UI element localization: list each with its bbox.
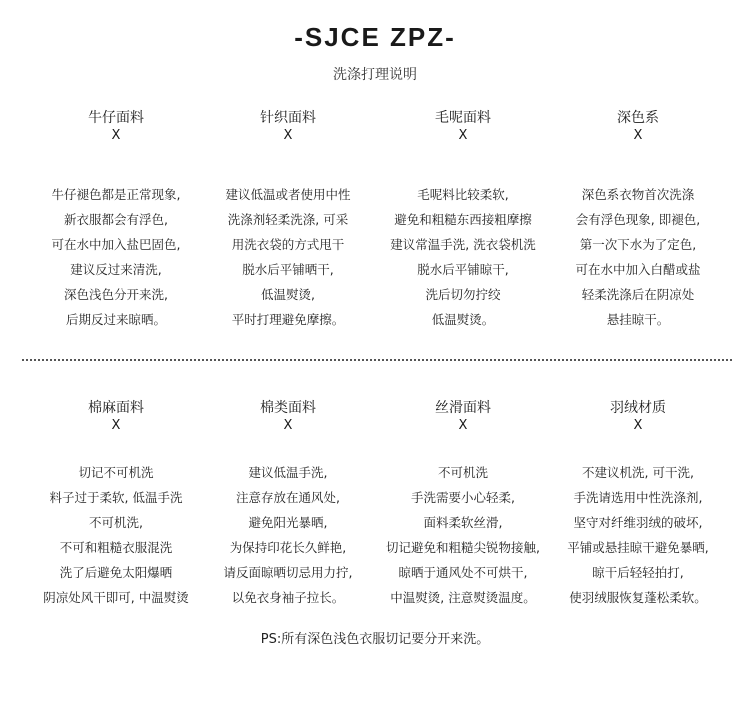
instruction-line: 不可机洗	[437, 465, 488, 480]
instruction-line: 不可和粗糙衣服混洗	[59, 540, 173, 555]
care-column	[23, 108, 209, 332]
instruction-line: 脱水后平铺晾干,	[417, 262, 509, 277]
fabric-title: 牛仔面料	[88, 110, 144, 126]
care-instructions	[370, 182, 556, 332]
instruction-line: 洗了后避免太阳爆晒	[59, 565, 173, 580]
care-column	[545, 398, 731, 610]
instruction-line: 低温熨烫,	[261, 287, 315, 302]
x-mark: X	[111, 418, 121, 433]
care-instructions	[545, 182, 731, 332]
instruction-line: 平铺或悬挂晾干避免暴晒,	[567, 540, 709, 555]
instruction-line: 新衣服都会有浮色,	[64, 212, 168, 227]
instruction-line: 切记避免和粗糙尖锐物接触,	[386, 540, 540, 555]
instruction-line: 洗后切勿拧绞	[425, 287, 501, 302]
instruction-line: 避免和粗糙东西接粗摩擦	[394, 212, 532, 227]
instruction-line: 阴凉处风干即可, 中温熨烫	[43, 590, 189, 605]
care-column	[23, 398, 209, 610]
x-mark: X	[633, 418, 643, 433]
instruction-line: 建议低温或者使用中性	[225, 187, 351, 202]
care-column	[545, 108, 731, 332]
instruction-line: 不建议机洗, 可干洗,	[582, 465, 694, 480]
instruction-line: 请反面晾晒切忌用力拧,	[223, 565, 353, 580]
fabric-title: 棉麻面料	[88, 400, 144, 416]
care-row-top	[0, 108, 750, 368]
instruction-line: 切记不可机洗	[78, 465, 154, 480]
x-mark: X	[111, 128, 121, 143]
instruction-line: 料子过于柔软, 低温手洗	[49, 490, 183, 505]
instruction-line: 为保持印花长久鲜艳,	[229, 540, 347, 555]
instruction-line: 后期反过来晾晒。	[65, 312, 166, 327]
instruction-line: 深色系衣物首次洗涤	[581, 187, 695, 202]
instruction-line: 使羽绒服恢复蓬松柔软。	[569, 590, 707, 605]
fabric-title: 棉类面料	[260, 400, 316, 416]
fabric-title: 深色系	[617, 110, 659, 126]
care-column	[370, 398, 556, 610]
care-instructions	[370, 460, 556, 610]
care-instructions	[545, 460, 731, 610]
instruction-line: 毛呢料比较柔软,	[417, 187, 509, 202]
care-instructions	[23, 460, 209, 610]
instruction-line: 坚守对纤维羽绒的破坏,	[573, 515, 703, 530]
footer-note: PS:所有深色浅色衣服切记要分开来洗。	[260, 632, 490, 647]
x-mark: X	[283, 128, 293, 143]
instruction-line: 面料柔软丝滑,	[423, 515, 503, 530]
instruction-line: 不可机洗,	[89, 515, 143, 530]
instruction-line: 用洗衣袋的方式甩干	[231, 237, 345, 252]
care-row-bottom	[0, 398, 750, 658]
instruction-line: 会有浮色现象, 即褪色,	[575, 212, 701, 227]
care-instructions	[195, 460, 381, 610]
instruction-line: 手洗需要小心轻柔,	[411, 490, 515, 505]
instruction-line: 洗涤剂轻柔洗涤, 可采	[227, 212, 349, 227]
fabric-title: 丝滑面料	[435, 400, 491, 416]
instruction-line: 建议低温手洗,	[248, 465, 328, 480]
care-column	[195, 398, 381, 610]
instruction-line: 建议常温手洗, 洗衣袋机洗	[390, 237, 536, 252]
instruction-line: 悬挂晾干。	[606, 312, 670, 327]
instruction-line: 手洗请选用中性洗涤剂,	[573, 490, 703, 505]
instruction-line: 牛仔褪色都是正常现象,	[51, 187, 181, 202]
care-instructions	[195, 182, 381, 332]
care-column	[370, 108, 556, 332]
instruction-line: 可在水中加入盐巴固色,	[51, 237, 181, 252]
instruction-line: 中温熨烫, 注意熨烫温度。	[390, 590, 536, 605]
instruction-line: 轻柔洗涤后在阴凉处	[581, 287, 695, 302]
brand-title: -SJCE ZPZ-	[294, 22, 456, 52]
instruction-line: 低温熨烫。	[431, 312, 495, 327]
instruction-line: 晾晒于通风处不可烘干,	[398, 565, 528, 580]
x-mark: X	[633, 128, 643, 143]
instruction-line: 晾干后轻轻拍打,	[592, 565, 684, 580]
care-column	[195, 108, 381, 332]
instruction-line: 建议反过来清洗,	[70, 262, 162, 277]
x-mark: X	[458, 128, 468, 143]
instruction-line: 以免衣身袖子拉长。	[231, 590, 345, 605]
care-instructions	[23, 182, 209, 332]
fabric-title: 针织面料	[260, 110, 316, 126]
instruction-line: 第一次下水为了定色,	[579, 237, 697, 252]
instruction-line: 避免阳光暴晒,	[248, 515, 328, 530]
x-mark: X	[458, 418, 468, 433]
instruction-line: 深色浅色分开来洗,	[64, 287, 168, 302]
x-mark: X	[283, 418, 293, 433]
instruction-line: 注意存放在通风处,	[236, 490, 340, 505]
instruction-line: 可在水中加入白醋或盐	[575, 262, 701, 277]
instruction-line: 脱水后平铺晒干,	[242, 262, 334, 277]
fabric-title: 羽绒材质	[610, 400, 666, 416]
page-subtitle: 洗涤打理说明	[333, 67, 417, 83]
fabric-title: 毛呢面料	[435, 110, 491, 126]
instruction-line: 平时打理避免摩擦。	[231, 312, 345, 327]
dotted-divider	[22, 359, 732, 361]
